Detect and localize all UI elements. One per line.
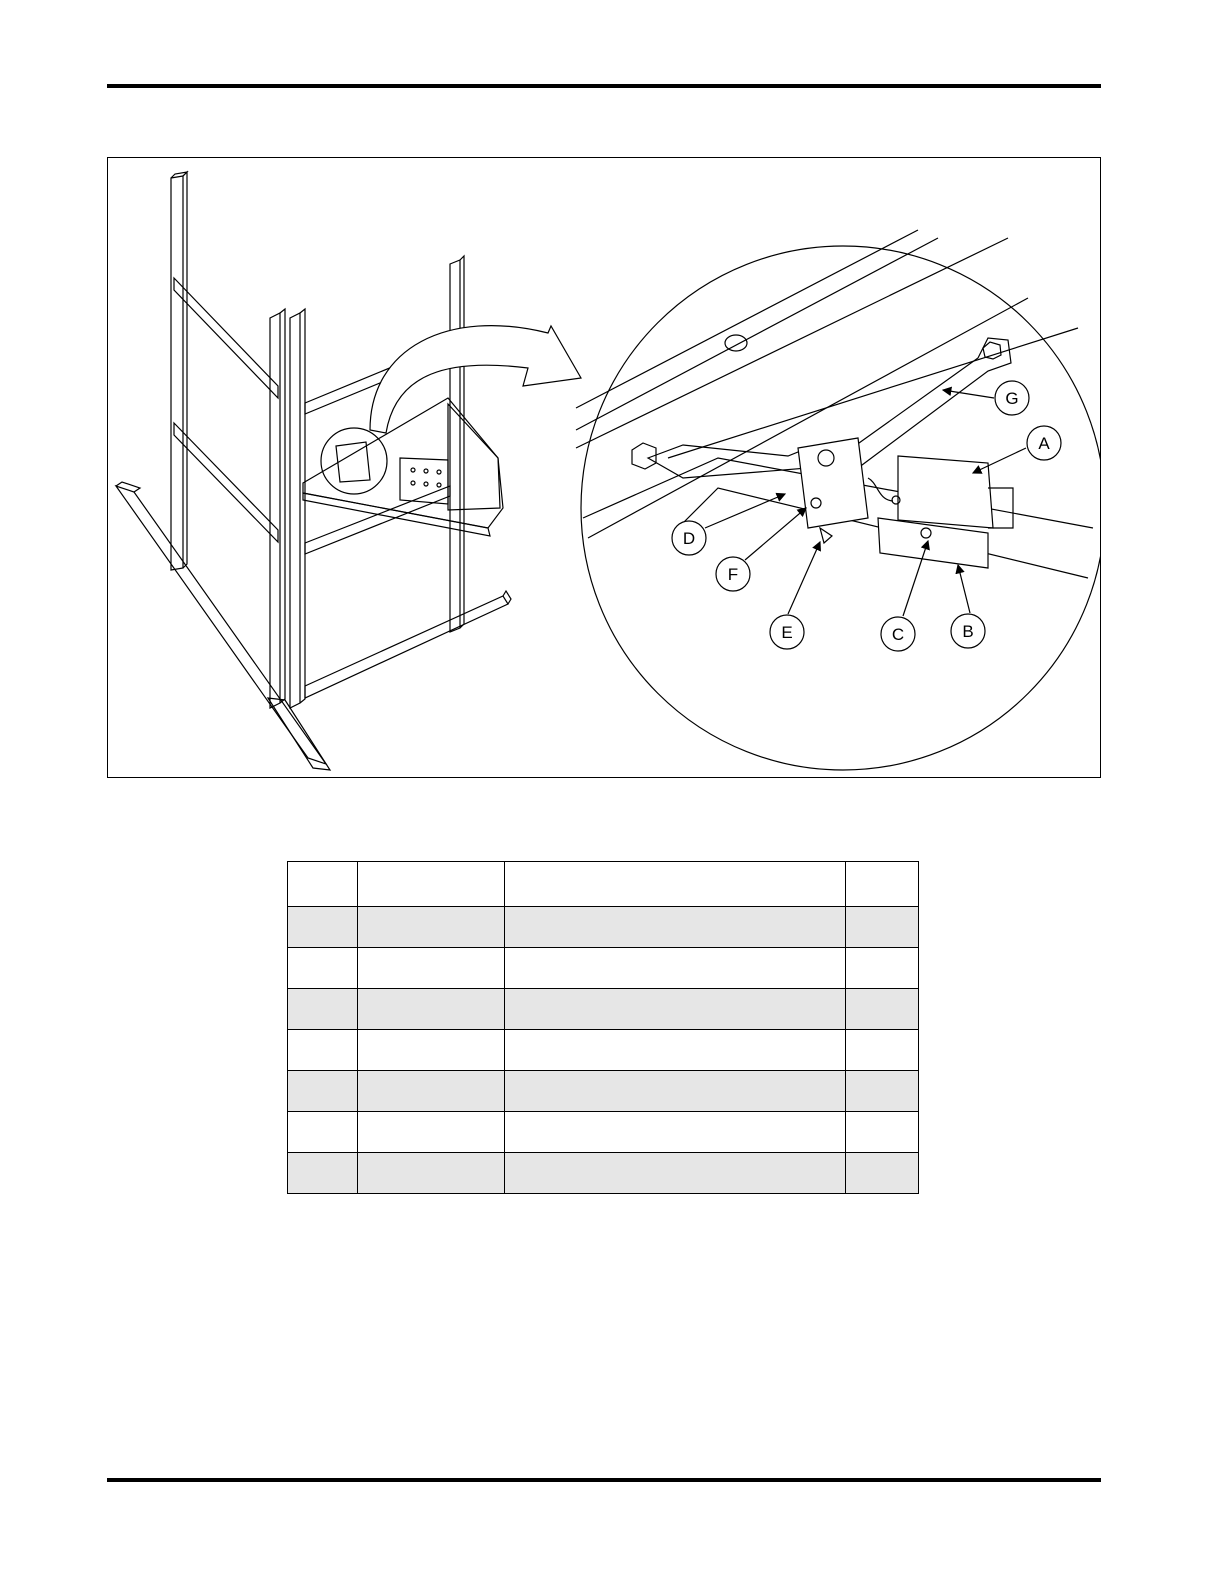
table-row [288,1112,919,1153]
table-cell [846,1153,919,1194]
svg-text:C: C [891,625,905,644]
table-cell [288,907,358,948]
table-cell [357,1030,504,1071]
header-cell-quantity [846,862,919,907]
table-cell [357,1112,504,1153]
table-row [288,989,919,1030]
svg-text:F: F [727,565,739,584]
assembly-figure [107,157,1101,778]
table-cell [846,907,919,948]
table-cell [357,907,504,948]
table-cell [846,948,919,989]
header-cell-part-number [357,862,504,907]
table-cell [288,989,358,1030]
table-cell [357,948,504,989]
svg-text:B: B [962,622,974,641]
table-cell [357,1071,504,1112]
table-cell [846,1112,919,1153]
detail-view [576,230,1101,770]
table-row [288,907,919,948]
table-cell [504,1153,845,1194]
table-cell [504,989,845,1030]
table-cell [288,1030,358,1071]
svg-text:G: G [1005,389,1019,408]
parts-table [287,861,919,1194]
table-cell [357,989,504,1030]
svg-text:A: A [1038,434,1050,453]
table-cell [846,1071,919,1112]
table-row [288,1153,919,1194]
table-cell [288,1071,358,1112]
table-row [288,1030,919,1071]
table-cell [357,1153,504,1194]
header-cell-item [288,862,358,907]
table-cell [504,1071,845,1112]
table-cell [288,1153,358,1194]
header-cell-description [504,862,845,907]
footer-rule [107,1478,1101,1482]
table-row [288,1071,919,1112]
table-cell [504,1030,845,1071]
assembly-drawing [108,158,1101,778]
svg-text:D: D [682,529,696,548]
table-cell [288,948,358,989]
table-cell [504,1112,845,1153]
table-cell [846,989,919,1030]
frame-assembly [116,172,511,770]
table-cell [288,1112,358,1153]
table-cell [504,907,845,948]
svg-text:E: E [781,623,793,642]
table-row [288,948,919,989]
table-header-row [288,862,919,907]
header-rule [107,84,1101,88]
table-cell [504,948,845,989]
zoom-arrow [370,326,581,433]
table-cell [846,1030,919,1071]
